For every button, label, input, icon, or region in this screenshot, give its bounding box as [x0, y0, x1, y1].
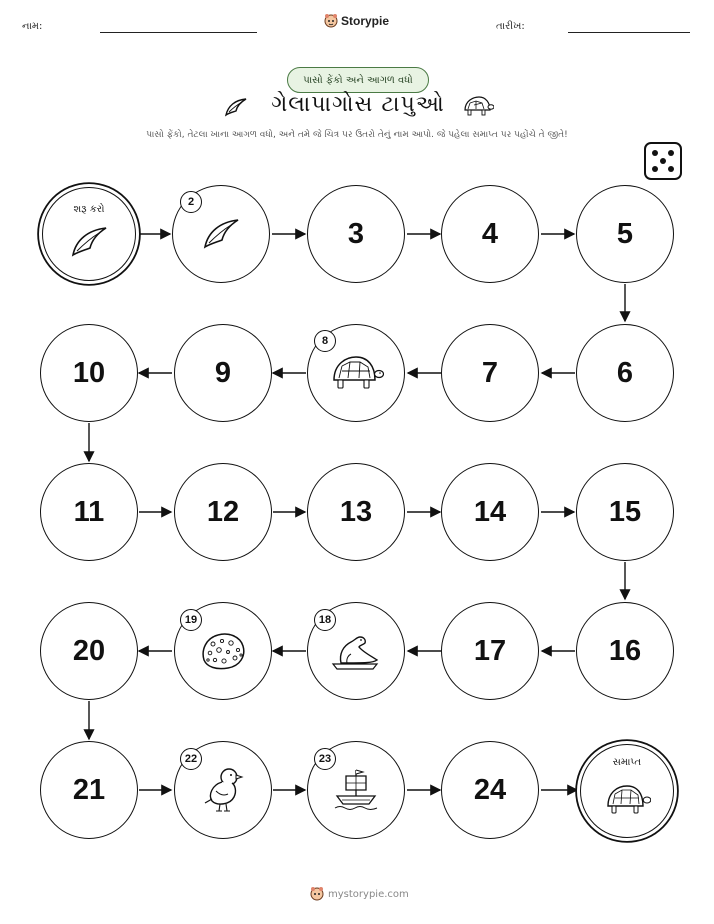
tortoise-icon — [603, 783, 651, 817]
page-title: ગેલાપાગોસ ટાપુઓ — [271, 92, 445, 117]
cell-number: 14 — [473, 495, 507, 528]
board-cell-20 — [40, 602, 138, 700]
footer — [310, 886, 409, 902]
cell-number-badge: 22 — [180, 748, 202, 770]
cell-number-badge: 19 — [180, 609, 202, 631]
board-cell-9 — [174, 324, 272, 422]
game-type-pill: પાસો ફેંકો અને આગળ વધો — [287, 67, 429, 93]
instructions: પાસો ફેંકો, તેટલા ખાના આગળ વધો, અને તમે જે ચિત્ર પર ઉતરો તેનું નામ આપો. જે પહેલા સમાપ્ત પર પહોંચે તે જીતે! — [146, 130, 568, 140]
board-cell-12 — [174, 463, 272, 561]
ship-icon — [331, 766, 381, 814]
cell-number: 24 — [473, 773, 507, 806]
cell-number: 4 — [481, 217, 499, 250]
brand-name: Storypie — [341, 14, 390, 28]
cell-number: 12 — [206, 495, 240, 528]
board-cell-15 — [576, 463, 674, 561]
name-label: નામ: — [22, 21, 43, 32]
board-cell-13 — [307, 463, 405, 561]
board-cell-10 — [40, 324, 138, 422]
board-cell-6 — [576, 324, 674, 422]
sea-lion-icon — [329, 630, 383, 672]
board-cell-14 — [441, 463, 539, 561]
board-cell-17 — [441, 602, 539, 700]
cell-number: 11 — [73, 495, 105, 528]
date-label: તારીખ: — [496, 21, 525, 32]
board-cell-7 — [441, 324, 539, 422]
cell-number: 3 — [347, 217, 365, 250]
storypie-mascot-icon — [310, 886, 324, 902]
finish-label: સમાપ્ત — [612, 757, 642, 768]
start-label: શરૂ કરો — [73, 204, 105, 215]
cell-number: 21 — [72, 773, 106, 806]
leaf-icon — [68, 224, 110, 260]
cell-number: 9 — [214, 356, 232, 389]
cell-number: 10 — [72, 356, 106, 389]
board-cell-11 — [40, 463, 138, 561]
cell-number-badge: 2 — [180, 191, 202, 213]
cell-number: 20 — [72, 634, 106, 667]
board-cell-3 — [307, 185, 405, 283]
cell-number-badge: 18 — [314, 609, 336, 631]
cell-number: 7 — [481, 356, 499, 389]
leaf-icon — [200, 216, 242, 252]
cell-number: 17 — [473, 634, 507, 667]
cell-number-badge: 23 — [314, 748, 336, 770]
board-cell-start — [42, 187, 136, 281]
board-cell-4 — [441, 185, 539, 283]
lava-rock-icon — [198, 630, 248, 672]
cell-number: 5 — [616, 217, 634, 250]
board-cell-16 — [576, 602, 674, 700]
board-cell-24 — [441, 741, 539, 839]
cell-number: 13 — [339, 495, 373, 528]
tortoise-icon — [328, 354, 384, 392]
board-cell-5 — [576, 185, 674, 283]
board-cell-finish — [580, 744, 674, 838]
footer-url: mystorypie.com — [328, 888, 409, 900]
cell-number: 15 — [608, 495, 642, 528]
board-cell-21 — [40, 741, 138, 839]
cell-number-badge: 8 — [314, 330, 336, 352]
cell-number: 6 — [616, 356, 634, 389]
finch-icon — [202, 765, 244, 815]
cell-number: 16 — [608, 634, 642, 667]
